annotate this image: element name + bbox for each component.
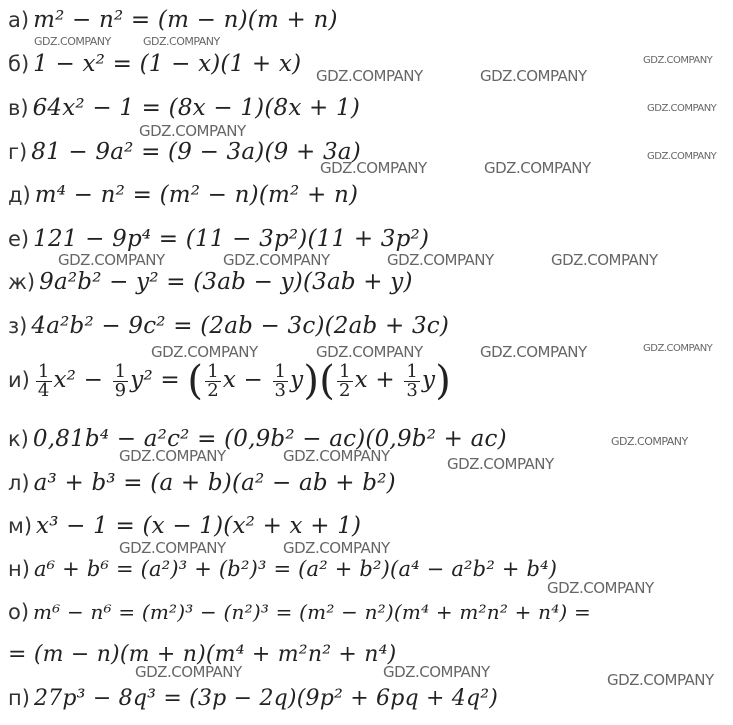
equation-v xyxy=(8,94,360,122)
equation-e xyxy=(8,225,429,253)
equation-label: н) xyxy=(8,557,30,581)
equation-label: о) xyxy=(8,600,30,624)
equation-o xyxy=(8,598,591,626)
watermark: GDZ.COMPANY xyxy=(383,663,490,681)
equation-label: в) xyxy=(8,96,29,120)
equation-text: m² − n² = (m − n)(m + n) xyxy=(33,7,338,33)
equation-text: = (m − n)(m + n)(m⁴ + m²n² + n⁴) xyxy=(8,642,397,667)
watermark: GDZ.COMPANY xyxy=(611,435,688,448)
fraction: $\frac{1}{3}$ xyxy=(274,360,287,401)
equation-text: 0,81b⁴ − a²c² = (0,9b² − ac)(0,9b² + ac) xyxy=(32,426,507,452)
fraction: $\frac{1}{9}$ xyxy=(114,360,127,401)
equation-label: л) xyxy=(8,471,30,495)
equation-p xyxy=(8,684,498,713)
watermark: GDZ.COMPANY xyxy=(223,251,330,269)
equation-zh xyxy=(8,268,413,296)
equation-label: ж) xyxy=(8,270,36,294)
equation-text: m⁴ − n² = (m² − n)(m² + n) xyxy=(34,182,359,208)
equation-i xyxy=(8,352,451,412)
equation-text: a⁶ + b⁶ = (a²)³ + (b²)³ = (a² + b²)(a⁴ − a²b² + b⁴) xyxy=(33,557,558,581)
watermark: GDZ.COMPANY xyxy=(316,343,423,361)
fraction: $\frac{1}{2}$ xyxy=(339,360,351,401)
equation-text: 1 − x² = (1 − x)(1 + x) xyxy=(33,51,302,77)
watermark: GDZ.COMPANY xyxy=(283,539,390,557)
watermark: GDZ.COMPANY xyxy=(283,447,390,465)
equation-m xyxy=(8,512,361,540)
equation-label: и) xyxy=(8,368,30,392)
watermark: GDZ.COMPANY xyxy=(139,122,246,140)
watermark: GDZ.COMPANY xyxy=(607,671,714,689)
equation-b xyxy=(8,50,301,78)
equation-label: г) xyxy=(8,140,28,164)
equation-label: б) xyxy=(8,52,30,76)
equation-label: п) xyxy=(8,686,30,710)
equation-label: е) xyxy=(8,227,30,251)
equation-z xyxy=(8,312,449,340)
watermark: GDZ.COMPANY xyxy=(320,159,427,177)
watermark: GDZ.COMPANY xyxy=(316,67,423,85)
equation-text: 4a²b² − 9c² = (2ab − 3c)(2ab + 3c) xyxy=(31,313,450,339)
watermark: GDZ.COMPANY xyxy=(447,455,554,473)
equation-text: 121 − 9p⁴ = (11 − 3p²)(11 + 3p²) xyxy=(33,226,430,252)
watermark: GDZ.COMPANY xyxy=(551,251,658,269)
watermark: GDZ.COMPANY xyxy=(135,663,242,681)
watermark: GDZ.COMPANY xyxy=(119,539,226,557)
watermark: GDZ.COMPANY xyxy=(387,251,494,269)
watermark: GDZ.COMPANY xyxy=(643,343,713,354)
watermark: GDZ.COMPANY xyxy=(119,447,226,465)
equation-l xyxy=(8,469,396,497)
watermark: GDZ.COMPANY xyxy=(547,579,654,597)
equation-text: 27p³ − 8q³ = (3p − 2q)(9p² + 6pq + 4q²) xyxy=(33,686,499,711)
equation-text: 9a²b² − y² = (3ab − y)(3ab + y) xyxy=(39,269,413,295)
watermark: GDZ.COMPANY xyxy=(143,35,220,48)
equation-text: $\frac{1}{4}$ x² − $\frac{1}{9}$ y² = ( $\frac{1}{2}$ x − $\frac{1}{3}$ y)( $\frac{1}{2}$ x + $\frac{1}{3}$ y) xyxy=(37,358,451,404)
watermark: GDZ.COMPANY xyxy=(647,151,717,162)
fraction: $\frac{1}{3}$ xyxy=(406,360,418,401)
watermark: GDZ.COMPANY xyxy=(647,103,717,114)
watermark: GDZ.COMPANY xyxy=(58,251,165,269)
equation-text: 64x² − 1 = (8x − 1)(8x + 1) xyxy=(32,95,361,121)
equation-label: к) xyxy=(8,427,29,451)
fraction: $\frac{1}{2}$ xyxy=(207,360,219,401)
equation-g xyxy=(8,138,361,166)
watermark: GDZ.COMPANY xyxy=(151,343,258,361)
watermark: GDZ.COMPANY xyxy=(643,55,713,66)
equation-label: д) xyxy=(8,183,31,207)
equation-text: m⁶ − n⁶ = (m²)³ − (n²)³ = (m² − n²)(m⁴ + m²n² + n⁴) = xyxy=(33,600,591,624)
equation-label: м) xyxy=(8,514,33,538)
equation-k xyxy=(8,425,507,453)
equation-text: a³ + b³ = (a + b)(a² − ab + b²) xyxy=(33,470,396,496)
equation-label: а) xyxy=(8,8,30,32)
equation-text: 81 − 9a² = (9 − 3a)(9 + 3a) xyxy=(31,139,361,165)
equation-n xyxy=(8,555,557,583)
equation-label: з) xyxy=(8,314,28,338)
watermark: GDZ.COMPANY xyxy=(34,35,111,48)
watermark: GDZ.COMPANY xyxy=(480,67,587,85)
equation-text: x³ − 1 = (x − 1)(x² + x + 1) xyxy=(36,513,362,539)
watermark: GDZ.COMPANY xyxy=(480,343,587,361)
equation-a xyxy=(8,6,338,34)
watermark: GDZ.COMPANY xyxy=(484,159,591,177)
equation-d xyxy=(8,181,358,209)
fraction: $\frac{1}{4}$ xyxy=(37,360,50,401)
